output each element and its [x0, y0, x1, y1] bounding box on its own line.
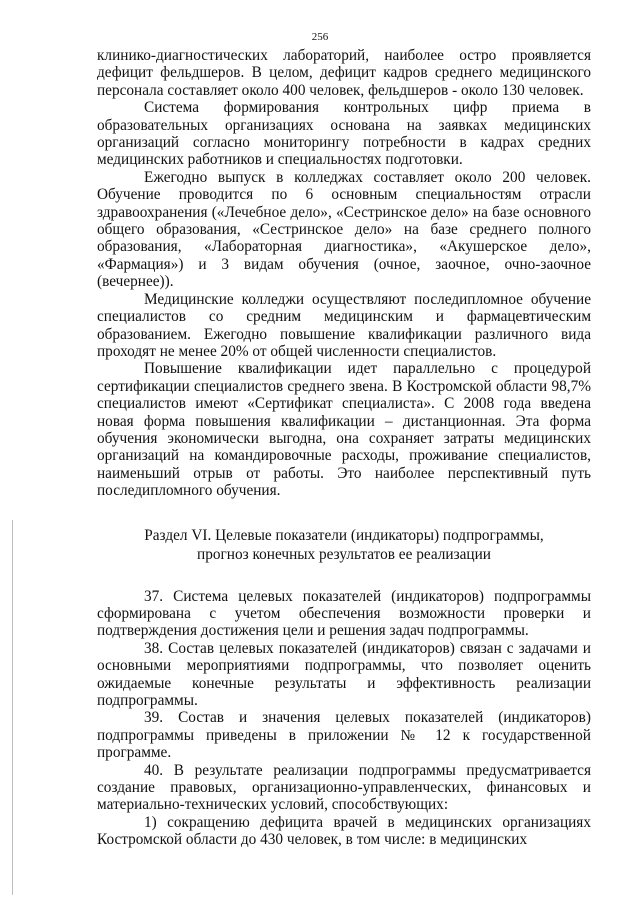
paragraph-item-37: 37. Система целевых показателей (индикаторов) подпрограммы сформирована с учетом обеспечения возможности проверки и подтверждения достижения цели и решения задач подпрограммы. [97, 587, 591, 640]
scan-edge-line [12, 520, 13, 895]
page-body [97, 47, 591, 849]
section-heading [97, 526, 591, 564]
paragraph-item-40: 40. В результате реализации подпрограммы предусматривается создание правовых, организационно-управленческих, финансовых и материально-технических условий, способствующих: [97, 761, 591, 814]
section-heading-line-1: Раздел VI. Целевые показатели (индикаторы) подпрограммы, [144, 526, 544, 544]
paragraph-admission-quotas: Система формирования контрольных цифр приема в образовательных организациях основана на заявках медицинских организаций согласно мониторингу потребности в кадрах средних медицинских работников и специальностях подготовки. [97, 99, 591, 169]
paragraph-postgraduate-training: Медицинские колледжи осуществляют последипломное обучение специалистов со средним медицинским и фармацевтическим образованием. Ежегодно повышение квалификации различного вида проходят не менее 20% от общей численности специалистов. [97, 290, 591, 360]
paragraph-certification: Повышение квалификации идет параллельно с процедурой сертификации специалистов среднего звена. В Костромской области 98,7% специалистов имеют «Сертификат специалиста». С 2008 года введена новая форма повышения квалификации – дистанционная. Эта форма обучения экономически выгодна, она сохраняет затраты медицинских организаций на командировочные расходы, проживание специалистов, наименьший отрыв от работы. Это наиболее перспективный путь последипломного обучения. [97, 360, 591, 500]
paragraph-item-38: 38. Состав целевых показателей (индикаторов) связан с задачами и основными мероприятиями подпрограммы, что позволяет оценить ожидаемые конечные результаты и эффективность реализации подпрограммы. [97, 639, 591, 709]
paragraph-continuation: клинико-диагностических лабораторий, наиболее остро проявляется дефицит фельдшеров. В целом, дефицит кадров среднего медицинского персонала составляет около 400 человек, фельдшеров - около 130 человек. [97, 47, 591, 99]
paragraph-graduates: Ежегодно выпуск в колледжах составляет около 200 человек. Обучение проводится по 6 основным специальностям отрасли здравоохранения («Лечебное дело», «Сестринское дело» на базе основного общего образования, «Сестринское дело» на базе среднего полного образования, «Лабораторная диагностика», «Акушерское дело», «Фармация») и 3 видам обучения (очное, заочное, очно-заочное (вечернее)). [97, 168, 591, 291]
paragraph-item-39: 39. Состав и значения целевых показателей (индикаторов) подпрограммы приведены в приложении № 12 к государственной программе. [97, 709, 591, 762]
page-number: 256 [311, 31, 329, 43]
paragraph-subitem-1: 1) сокращению дефицита врачей в медицинских организациях Костромской области до 430 человек, в том числе: в медицинских [97, 813, 591, 849]
section-heading-line-2: прогноз конечных результатов ее реализации [197, 545, 491, 563]
